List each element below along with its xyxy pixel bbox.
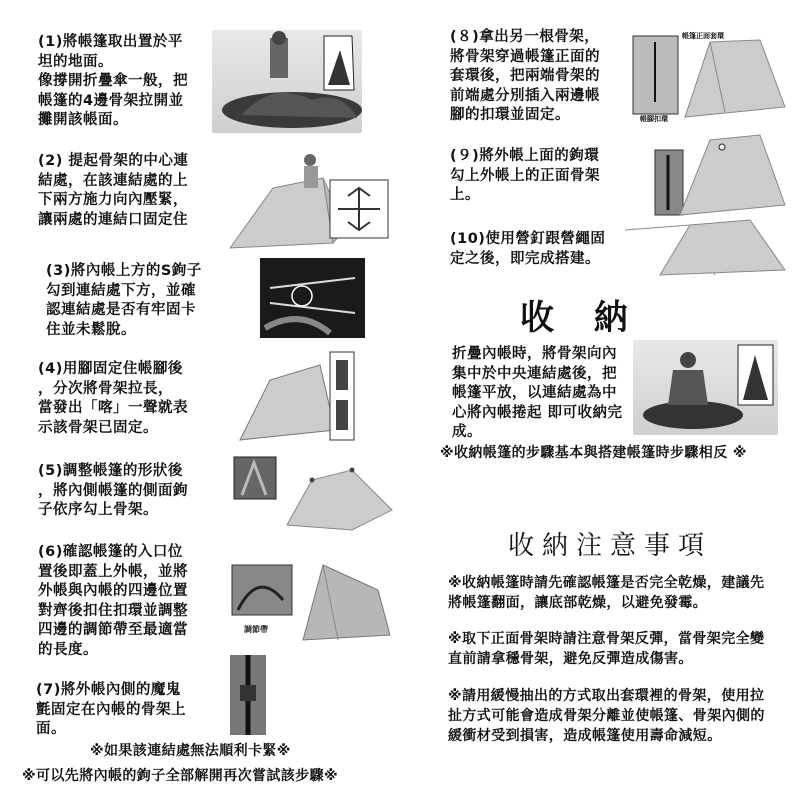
s-hook-icon [260, 258, 365, 338]
foot-buckle-label: 帳腳扣環 [640, 115, 668, 123]
adjust-strap-label: 調節帶 [244, 625, 268, 634]
front-loop-label: 帳篷正面套環 [682, 32, 724, 40]
storage-title: 收 納 [520, 298, 642, 338]
step-4-text: (4)用腳固定住帳腳後 ，分次將骨架拉長， 當發出「喀」一聲就表 示該骨架已固定。 [38, 361, 188, 436]
step-2-tent-icon [218, 148, 398, 258]
step-5-text: (5)調整帳篷的形狀後 ，將內側帳篷的側面鉤 子依序勾上骨架。 [38, 463, 188, 518]
step-1-photo [212, 30, 362, 133]
step-9-tent-icon [630, 125, 790, 220]
step-3-text: (3)將內帳上方的S鉤子 勾到連結處下方，並確 認連結處是否有牢固卡 住並未鬆脫。 [46, 263, 202, 338]
step-8-text: (８)拿出另一根骨架， 將骨架穿過帳篷正面的 套環後，把兩端骨架的 前端處分別插入兩邊帳 腳的扣環並固定。 [450, 29, 600, 123]
storage-photo [633, 340, 778, 435]
footnote-line-1: ※如果該連結處無法順利卡緊※ [90, 743, 291, 759]
step-3-photo [260, 258, 365, 338]
step-2-text: (2) 提起骨架的中心連 結處，在該連結處的上 下兩方施力向內壓緊， 讓兩處的連結口固定住 [38, 153, 189, 228]
velcro-icon [230, 655, 266, 735]
step-5-tent-icon [232, 455, 402, 535]
storage-note: ※收納帳篷的步驟基本與搭建帳篷時步驟相反 ※ [440, 445, 747, 461]
precaution-1: ※收納帳篷時請先確認帳篷是否完全乾燥，建議先將帳篷翻面，讓底部乾燥，以避免發霉。 [448, 575, 765, 611]
precaution-2: ※取下正面骨架時請注意骨架反彈，當骨架完全變直前請拿穩骨架，避免反彈造成傷害。 [448, 631, 765, 667]
step-10-text: (10)使用營釘跟營繩固 定之後，即完成搭建。 [450, 231, 606, 267]
step-1-text: (1)將帳篷取出置於平 坦的地面。 像撐開折疊傘一般，把 帳篷的4邊骨架拉開並 攤開該帳面。 [38, 34, 188, 128]
precautions-title: 收納注意事項 [508, 531, 713, 561]
step-7-photo [230, 655, 266, 735]
step-7-text: (7)將外帳內側的魔鬼 氈固定在內帳的骨架上 面。 [36, 682, 186, 737]
step-6-text: (6)確認帳篷的入口位 置後即蓋上外帳，並將 外帳與內帳的四邊位置 對齊後扣住扣環並調整 四邊的調節帶至最適當 的長度。 [38, 544, 188, 658]
step-4-tent-icon [230, 350, 370, 450]
step-9-text: (９)將外帳上面的鉤環 勾上外帳上的正面骨架 上。 [450, 148, 600, 203]
step-10-tent-icon [620, 215, 795, 285]
person-unfolding-tent-icon [212, 30, 362, 133]
storage-text: 折疊內帳時，將骨架向內 集中於中央連結處後，把 帳篷平放，以連結處為中 心將內帳捲起 即可收納完 成。 [452, 346, 623, 440]
step-6-tent-icon [228, 560, 398, 660]
rolling-tent-icon [633, 340, 778, 435]
footnote-line-2: ※可以先將內帳的鉤子全部解開再次嘗試該步驟※ [22, 768, 339, 784]
precaution-3: ※請用緩慢抽出的方式取出套環裡的骨架，使用拉扯方式可能會造成骨架分離並使帳篷、骨架內側的緩衝材受到損害，造成帳篷使用壽命減短。 [448, 688, 765, 744]
